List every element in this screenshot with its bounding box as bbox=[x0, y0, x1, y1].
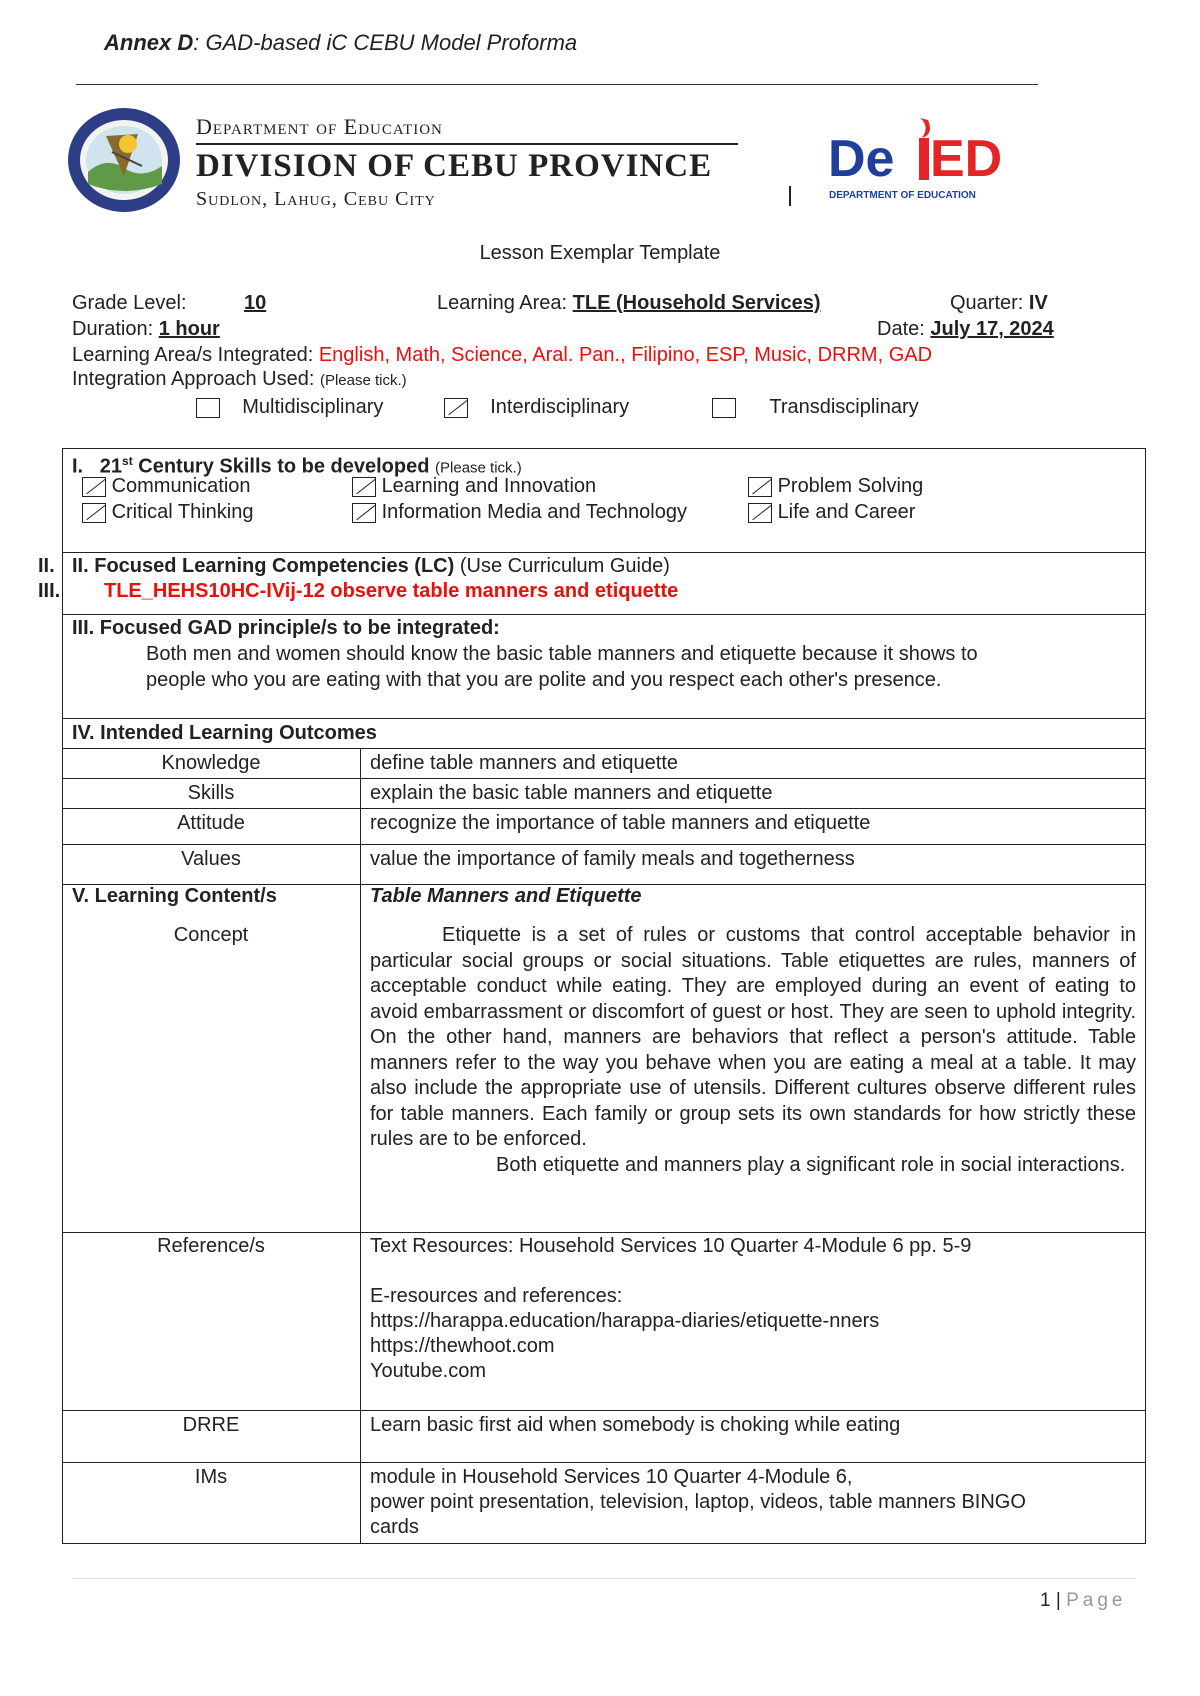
lc-heading: II. Focused Learning Competencies (LC) (Use Curriculum Guide) bbox=[72, 555, 670, 577]
row-divider bbox=[62, 552, 1146, 553]
date: Date: July 17, 2024 bbox=[877, 318, 1054, 340]
header-rule bbox=[76, 84, 1038, 85]
duration: Duration: 1 hour bbox=[72, 318, 220, 340]
division-seal bbox=[66, 106, 182, 214]
ims-line: power point presentation, television, laptop, videos, table manners BINGO bbox=[370, 1491, 1026, 1513]
checked-box-icon bbox=[82, 503, 106, 523]
page-title: Lesson Exemplar Template bbox=[479, 242, 721, 264]
learning-area: Learning Area: TLE (Household Services) bbox=[437, 292, 821, 314]
outcome-label: Values bbox=[181, 848, 241, 870]
concept-text bbox=[370, 923, 1136, 1178]
approach-interdisciplinary[interactable]: Interdisciplinary bbox=[444, 396, 629, 419]
integration-approach: Integration Approach Used: (Please tick.) bbox=[72, 368, 407, 390]
skill-life-career[interactable]: Life and Career bbox=[748, 500, 915, 525]
skill-critical-thinking[interactable]: Critical Thinking bbox=[82, 500, 253, 525]
approach-transdisciplinary[interactable]: Transdisciplinary bbox=[712, 396, 919, 419]
grade-level: Grade Level: 10 bbox=[72, 292, 267, 314]
lc-code: TLE_HEHS10HC-IVij-12 observe table manners and etiquette bbox=[104, 580, 679, 602]
outcome-label: Skills bbox=[187, 782, 235, 804]
margin-marker: II. bbox=[38, 555, 55, 577]
checked-box-icon bbox=[444, 398, 468, 418]
outcome-value: define table manners and etiquette bbox=[370, 752, 678, 774]
checked-box-icon bbox=[748, 477, 772, 497]
reference-link[interactable]: https://thewhoot.com bbox=[370, 1335, 555, 1357]
outcome-value: value the importance of family meals and togetherness bbox=[370, 848, 855, 870]
checkbox-icon bbox=[712, 398, 736, 418]
svg-text:ED: ED bbox=[930, 130, 1003, 188]
checked-box-icon bbox=[352, 477, 376, 497]
concept-paragraph: Both etiquette and manners play a significant role in social interactions. bbox=[496, 1153, 1126, 1176]
outcome-label: Knowledge bbox=[161, 752, 261, 774]
checked-box-icon bbox=[748, 503, 772, 523]
content-topic: Table Manners and Etiquette bbox=[370, 885, 642, 907]
skill-communication[interactable]: Communication bbox=[82, 474, 251, 499]
approach-multidisciplinary[interactable]: Multidisciplinary bbox=[196, 396, 383, 419]
ims-line: module in Household Services 10 Quarter 4-Module 6, bbox=[370, 1466, 853, 1488]
division-address: Sudlon, Lahug, Cebu City bbox=[196, 188, 436, 210]
gad-heading: III. Focused GAD principle/s to be integrated: bbox=[72, 617, 500, 639]
outcome-label: Attitude bbox=[177, 812, 245, 834]
checked-box-icon bbox=[352, 503, 376, 523]
skill-info-media-tech[interactable]: Information Media and Technology bbox=[352, 500, 687, 525]
content-heading: V. Learning Content/s bbox=[72, 885, 277, 907]
row-divider bbox=[62, 844, 1146, 845]
reference-item: E-resources and references: bbox=[370, 1285, 623, 1307]
gad-text-line: Both men and women should know the basic table manners and etiquette because it shows to bbox=[146, 643, 978, 665]
reference-list bbox=[370, 1234, 971, 1384]
column-divider bbox=[360, 748, 361, 1544]
margin-marker: III. bbox=[38, 580, 61, 602]
row-divider bbox=[62, 1410, 1146, 1411]
deped-logo bbox=[826, 112, 1026, 202]
outcomes-heading: IV. Intended Learning Outcomes bbox=[72, 722, 377, 744]
row-divider bbox=[62, 718, 1146, 719]
drre-label: DRRE bbox=[182, 1414, 240, 1436]
reference-spacer bbox=[370, 1259, 971, 1284]
row-divider bbox=[62, 748, 1146, 749]
department-rule bbox=[196, 143, 738, 145]
skills-heading: I. 21st Century Skills to be developed (Please tick.) bbox=[72, 454, 522, 478]
concept-paragraph: Etiquette is a set of rules or customs that control acceptable behavior in particular social groups or social situations. Table etiquettes are rules, manners of acceptable conduct while eating. They are employed during an event of eating to avoid embarrassment or discomfort of guest or host. They are seen to uphold integrity. On the other hand, manners are behaviors that reflect a person's attitude. Table manners refer to the way you behave when you are eating a meal at a table. It may also include the appropriate use of utensils. Different cultures observe different rules for table manners. Each family or group sets its own standards for how strictly these rules are to be enforced. bbox=[370, 924, 1136, 1150]
header-separator bbox=[789, 186, 791, 206]
deped-logo-graphic bbox=[826, 112, 1026, 202]
checked-box-icon bbox=[82, 477, 106, 497]
quarter: Quarter: IV bbox=[950, 292, 1048, 314]
row-divider bbox=[62, 778, 1146, 779]
areas-integrated: Learning Area/s Integrated: English, Math, Science, Aral. Pan., Filipino, ESP, Music, DRRM, GAD bbox=[72, 344, 933, 366]
row-divider bbox=[62, 1232, 1146, 1233]
svg-text:De: De bbox=[828, 130, 895, 188]
ims-line: cards bbox=[370, 1516, 419, 1538]
concept-label: Concept bbox=[173, 924, 249, 946]
row-divider bbox=[62, 1462, 1146, 1463]
department-name: Department of Education bbox=[196, 114, 443, 139]
division-name: DIVISION OF CEBU PROVINCE bbox=[196, 148, 713, 184]
ims-label: IMs bbox=[194, 1466, 228, 1488]
gad-text-line: people who you are eating with that you are polite and you respect each other's presence. bbox=[146, 669, 942, 691]
outcome-value: explain the basic table manners and etiquette bbox=[370, 782, 773, 804]
svg-text:DEPARTMENT OF EDUCATION: DEPARTMENT OF EDUCATION bbox=[829, 190, 976, 201]
reference-link[interactable]: https://harappa.education/harappa-diaries/etiquette-nners bbox=[370, 1310, 880, 1332]
page-number: 1 | Page bbox=[1040, 1590, 1127, 1611]
reference-item: Text Resources: Household Services 10 Quarter 4-Module 6 pp. 5-9 bbox=[370, 1235, 972, 1257]
annex-title: Annex D: GAD-based iC CEBU Model Proforma bbox=[104, 30, 578, 55]
skill-learning-innovation[interactable]: Learning and Innovation bbox=[352, 474, 596, 499]
ims-value bbox=[370, 1465, 1026, 1540]
row-divider bbox=[62, 614, 1146, 615]
skill-problem-solving[interactable]: Problem Solving bbox=[748, 474, 923, 499]
footer-rule bbox=[72, 1578, 1136, 1579]
reference-label: Reference/s bbox=[157, 1235, 265, 1257]
outcome-value: recognize the importance of table manners and etiquette bbox=[370, 812, 871, 834]
drre-value: Learn basic first aid when somebody is choking while eating bbox=[370, 1414, 901, 1436]
checkbox-icon bbox=[196, 398, 220, 418]
row-divider bbox=[62, 808, 1146, 809]
reference-item: Youtube.com bbox=[370, 1360, 487, 1382]
